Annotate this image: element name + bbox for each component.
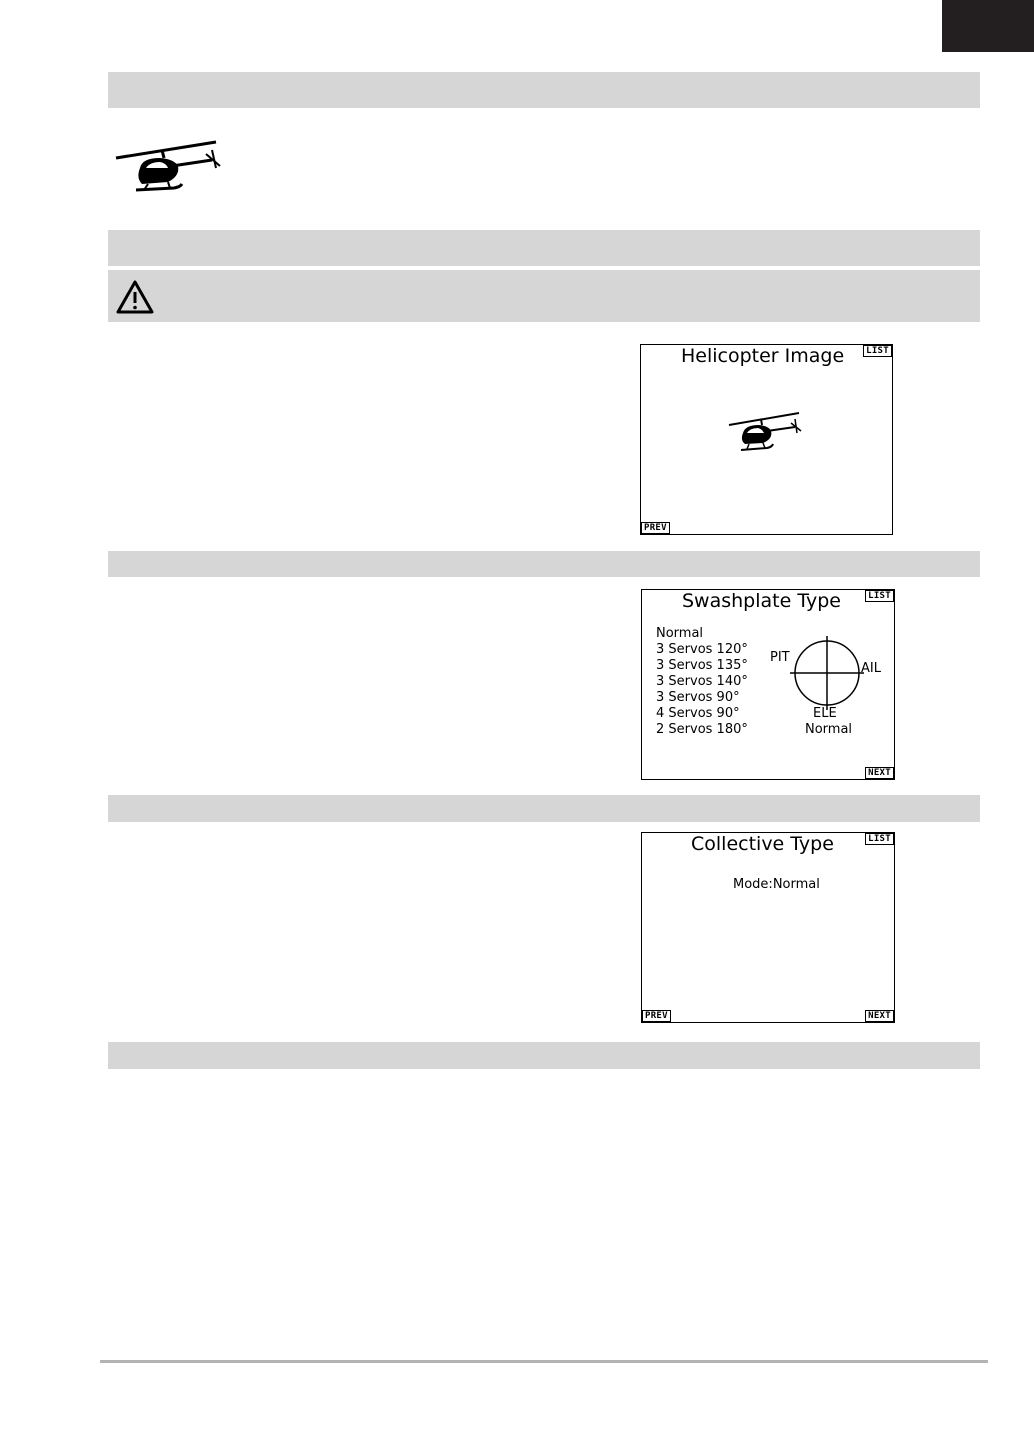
- swashplate-option[interactable]: 3 Servos 135°: [656, 658, 748, 673]
- collective-mode-row[interactable]: [733, 877, 820, 892]
- warning-triangle-icon: [116, 280, 154, 314]
- screen-title: Swashplate Type: [682, 590, 841, 612]
- list-button[interactable]: LIST: [863, 345, 892, 357]
- swashplate-type-screen: [641, 589, 895, 780]
- pit-label: PIT: [770, 650, 790, 665]
- section-header-band-4: [108, 795, 980, 822]
- prev-button[interactable]: PREV: [642, 1010, 671, 1022]
- list-button[interactable]: LIST: [865, 590, 894, 602]
- section-header-band-1: [108, 72, 980, 108]
- next-button[interactable]: NEXT: [865, 767, 894, 779]
- section-tab-marker: [942, 0, 1034, 52]
- swashplate-option[interactable]: 4 Servos 90°: [656, 706, 740, 721]
- section-header-band-5: [108, 1042, 980, 1069]
- warning-band: [108, 270, 980, 322]
- ele-label: ELE: [813, 706, 837, 721]
- swashplate-option[interactable]: 3 Servos 120°: [656, 642, 748, 657]
- mode-label: Mode:: [733, 877, 773, 892]
- next-button[interactable]: NEXT: [865, 1010, 894, 1022]
- swashplate-option[interactable]: 3 Servos 90°: [656, 690, 740, 705]
- helicopter-image-screen: [640, 344, 893, 535]
- swashplate-option[interactable]: 3 Servos 140°: [656, 674, 748, 689]
- ail-label: AIL: [861, 661, 881, 676]
- mode-value: Normal: [772, 877, 820, 892]
- swashplate-option[interactable]: Normal: [656, 626, 704, 641]
- helicopter-icon: [112, 138, 224, 196]
- swashplate-option[interactable]: 2 Servos 180°: [656, 722, 748, 737]
- helicopter-icon: [725, 411, 803, 453]
- collective-type-screen: [641, 832, 895, 1023]
- swashplate-mode-value: Normal: [805, 722, 853, 737]
- swashplate-option-list: [656, 626, 748, 738]
- swashplate-diagram: [790, 636, 864, 710]
- prev-button[interactable]: PREV: [641, 522, 670, 534]
- screen-title: Collective Type: [691, 833, 834, 855]
- footer-rule: [100, 1360, 988, 1363]
- list-button[interactable]: LIST: [865, 833, 894, 845]
- section-header-band-3: [108, 551, 980, 577]
- screen-title: Helicopter Image: [681, 345, 845, 367]
- section-header-band-2: [108, 230, 980, 266]
